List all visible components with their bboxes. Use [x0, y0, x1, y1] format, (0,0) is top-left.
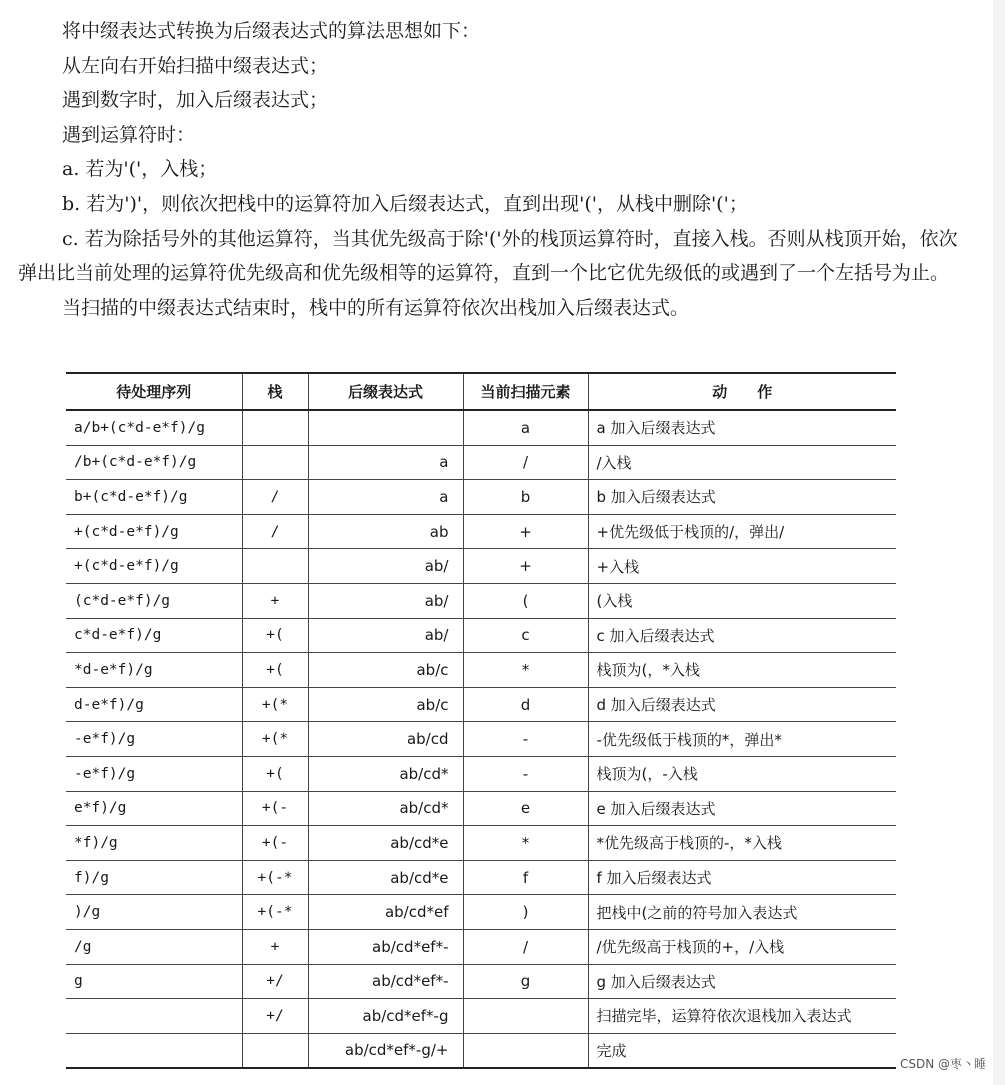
watermark: CSDN @枣丶睡: [897, 1054, 989, 1073]
cell-sequence: *f)/g: [66, 826, 242, 861]
cell-postfix: ab/cd*ef*-g/+: [308, 1033, 463, 1068]
algorithm-description: [18, 14, 958, 325]
cell-action: 完成: [588, 1033, 896, 1068]
cell-sequence: c*d-e*f)/g: [66, 618, 242, 653]
cell-stack: /: [242, 480, 308, 515]
cell-postfix: ab/c: [308, 687, 463, 722]
cell-sequence: g: [66, 964, 242, 999]
table-row: [66, 618, 896, 653]
header-postfix: 后缀表达式: [308, 373, 463, 410]
cell-current: e: [463, 791, 588, 826]
rule-c: c. 若为除括号外的其他运算符，当其优先级高于除'('外的栈顶运算符时，直接入栈。否则从栈顶开始，依次弹出比当前处理的运算符优先级高和优先级相等的运算符，直到一个比它优先级低的或遇到了一个左括号为止。: [18, 227, 958, 285]
cell-sequence: d-e*f)/g: [66, 687, 242, 722]
table-row: [66, 860, 896, 895]
cell-postfix: ab/cd*ef: [308, 895, 463, 930]
cell-current: +: [463, 514, 588, 549]
cell-postfix: ab/cd*e: [308, 860, 463, 895]
table-row: [66, 756, 896, 791]
cell-postfix: ab/c: [308, 653, 463, 688]
cell-sequence: -e*f)/g: [66, 722, 242, 757]
cell-action: c 加入后缀表达式: [588, 618, 896, 653]
cell-action: b 加入后缀表达式: [588, 480, 896, 515]
cell-current: ): [463, 895, 588, 930]
cell-action: (入栈: [588, 583, 896, 618]
cell-action: a 加入后缀表达式: [588, 410, 896, 445]
cell-sequence: (c*d-e*f)/g: [66, 583, 242, 618]
cell-current: -: [463, 756, 588, 791]
table-row: [66, 653, 896, 688]
cell-current: *: [463, 826, 588, 861]
cell-action: g 加入后缀表达式: [588, 964, 896, 999]
table-row: [66, 687, 896, 722]
cell-stack: +(*: [242, 722, 308, 757]
cell-stack: [242, 549, 308, 584]
cell-stack: +(: [242, 618, 308, 653]
step-operator: 遇到运算符时：: [62, 123, 196, 146]
cell-stack: +: [242, 583, 308, 618]
cell-action: f 加入后缀表达式: [588, 860, 896, 895]
cell-stack: +/: [242, 964, 308, 999]
cell-stack: +/: [242, 999, 308, 1034]
table-row: [66, 583, 896, 618]
header-sequence: 待处理序列: [116, 383, 192, 401]
table-row: [66, 929, 896, 964]
cell-action: /优先级高于栈顶的+，/入栈: [588, 929, 896, 964]
table-row: [66, 999, 896, 1034]
cell-sequence: [66, 999, 242, 1034]
cell-sequence: b+(c*d-e*f)/g: [66, 480, 242, 515]
end-rule: 当扫描的中缀表达式结束时，栈中的所有运算符依次出栈加入后缀表达式。: [62, 296, 690, 319]
cell-action: 把栈中(之前的符号加入表达式: [588, 895, 896, 930]
cell-stack: +(: [242, 653, 308, 688]
right-margin-strip: [993, 0, 1005, 1085]
cell-action: 扫描完毕，运算符依次退栈加入表达式: [588, 999, 896, 1034]
cell-current: f: [463, 860, 588, 895]
cell-stack: +(-: [242, 791, 308, 826]
cell-action: e 加入后缀表达式: [588, 791, 896, 826]
cell-current: d: [463, 687, 588, 722]
table-row: [66, 1033, 896, 1068]
cell-sequence: +(c*d-e*f)/g: [66, 549, 242, 584]
cell-postfix: ab/cd*: [308, 791, 463, 826]
cell-current: a: [463, 410, 588, 445]
table-row: [66, 895, 896, 930]
cell-postfix: ab/cd*: [308, 756, 463, 791]
cell-stack: +(*: [242, 687, 308, 722]
cell-action: +入栈: [588, 549, 896, 584]
cell-postfix: ab/cd*e: [308, 826, 463, 861]
cell-action: 栈顶为(，*入栈: [588, 653, 896, 688]
conversion-table: [66, 372, 896, 1069]
step-number: 遇到数字时，加入后缀表达式；: [62, 89, 329, 112]
cell-postfix: ab/cd*ef*-: [308, 964, 463, 999]
cell-postfix: ab/: [308, 583, 463, 618]
cell-sequence: -e*f)/g: [66, 756, 242, 791]
table-header-row: [66, 373, 896, 410]
table-row: [66, 964, 896, 999]
cell-sequence: /b+(c*d-e*f)/g: [66, 445, 242, 480]
cell-postfix: a: [308, 445, 463, 480]
cell-action: -优先级低于栈顶的*，弹出*: [588, 722, 896, 757]
cell-current: [463, 999, 588, 1034]
table-row: [66, 826, 896, 861]
header-stack: 栈: [242, 373, 308, 410]
rule-a: a. 若为'('，入栈；: [62, 158, 218, 181]
cell-stack: [242, 1033, 308, 1068]
intro-line: 将中缀表达式转换为后缀表达式的算法思想如下：: [62, 20, 481, 42]
cell-sequence: +(c*d-e*f)/g: [66, 514, 242, 549]
cell-current: b: [463, 480, 588, 515]
rule-b: b. 若为')'，则依次把栈中的运算符加入后缀表达式，直到出现'('，从栈中删除'('；: [62, 192, 748, 215]
cell-current: c: [463, 618, 588, 653]
cell-stack: [242, 445, 308, 480]
table-row: [66, 549, 896, 584]
cell-action: +优先级低于栈顶的/，弹出/: [588, 514, 896, 549]
cell-postfix: ab/cd*ef*-: [308, 929, 463, 964]
cell-postfix: ab/: [308, 549, 463, 584]
table-row: [66, 514, 896, 549]
cell-postfix: ab: [308, 514, 463, 549]
cell-current: /: [463, 929, 588, 964]
cell-postfix: ab/: [308, 618, 463, 653]
cell-stack: +(-: [242, 826, 308, 861]
cell-current: [463, 1033, 588, 1068]
cell-stack: [242, 410, 308, 445]
cell-action: 栈顶为(，-入栈: [588, 756, 896, 791]
cell-sequence: f)/g: [66, 860, 242, 895]
cell-current: -: [463, 722, 588, 757]
table-row: [66, 791, 896, 826]
table-row: [66, 722, 896, 757]
cell-sequence: /g: [66, 929, 242, 964]
cell-postfix: [308, 410, 463, 445]
header-current: 当前扫描元素: [463, 373, 588, 410]
cell-sequence: [66, 1033, 242, 1068]
cell-stack: +(-*: [242, 860, 308, 895]
cell-stack: +(-*: [242, 895, 308, 930]
cell-stack: +(: [242, 756, 308, 791]
step-scan: 从左向右开始扫描中缀表达式；: [62, 54, 329, 77]
cell-action: d 加入后缀表达式: [588, 687, 896, 722]
cell-stack: +: [242, 929, 308, 964]
cell-action: /入栈: [588, 445, 896, 480]
cell-action: *优先级高于栈顶的-，*入栈: [588, 826, 896, 861]
cell-sequence: a/b+(c*d-e*f)/g: [66, 410, 242, 445]
cell-postfix: ab/cd*ef*-g: [308, 999, 463, 1034]
cell-current: g: [463, 964, 588, 999]
table-row: [66, 445, 896, 480]
cell-current: *: [463, 653, 588, 688]
header-action: 动 作: [588, 373, 896, 410]
cell-current: /: [463, 445, 588, 480]
cell-sequence: e*f)/g: [66, 791, 242, 826]
cell-sequence: *d-e*f)/g: [66, 653, 242, 688]
cell-stack: /: [242, 514, 308, 549]
cell-sequence: )/g: [66, 895, 242, 930]
table-row: [66, 480, 896, 515]
cell-current: +: [463, 549, 588, 584]
cell-current: (: [463, 583, 588, 618]
cell-postfix: a: [308, 480, 463, 515]
cell-postfix: ab/cd: [308, 722, 463, 757]
table-row: [66, 410, 896, 445]
